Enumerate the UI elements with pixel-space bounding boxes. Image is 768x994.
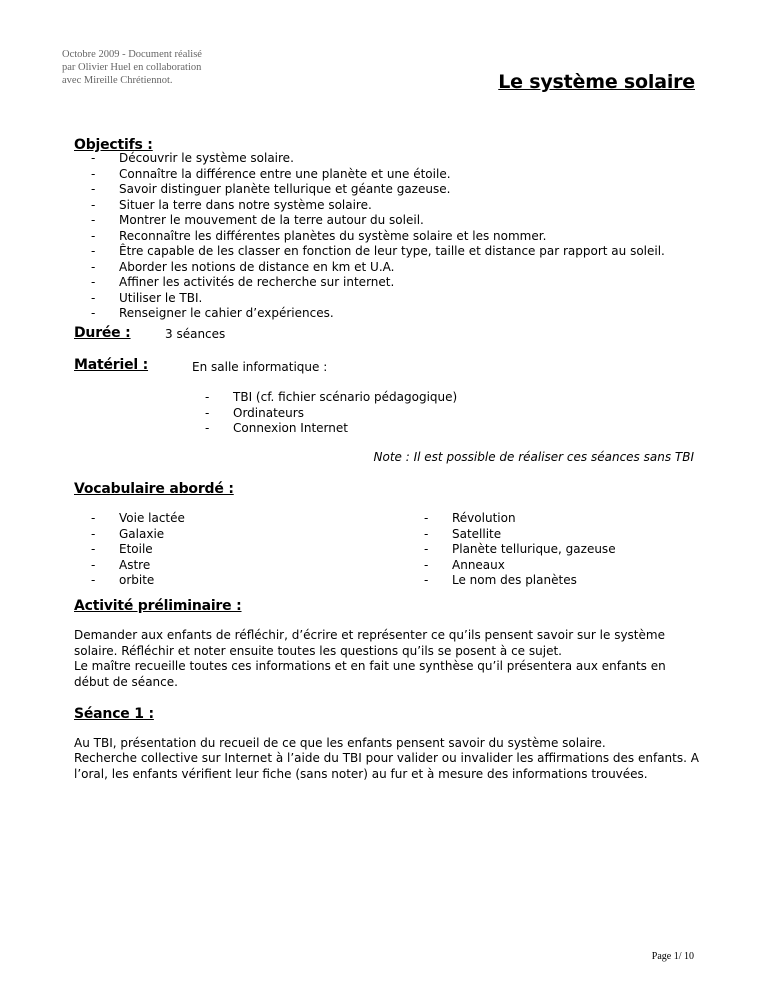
list-item: - Connaître la différence entre une planète et une étoile.	[91, 166, 451, 181]
list-item: - Astre	[91, 557, 151, 572]
credit-line: Octobre 2009 - Document réalisé	[62, 49, 202, 60]
duree-heading: Durée :	[74, 325, 131, 341]
list-item: - orbite	[91, 573, 155, 587]
page-number: Page 1/ 10	[651, 951, 694, 962]
activite-heading: Activité préliminaire :	[74, 598, 242, 614]
list-item: - Voie lactée	[91, 511, 185, 525]
vocabulaire-heading: Vocabulaire abordé :	[74, 481, 234, 497]
list-item: - Être capable de les classer en fonction de leur type, taille et distance par rapport au soleil.	[91, 244, 665, 258]
vocabulaire-left-list	[91, 511, 185, 589]
list-item: - Situer la terre dans notre système solaire.	[91, 197, 372, 212]
list-item: - Satellite	[424, 526, 502, 541]
list-item: - Anneaux	[424, 557, 505, 572]
seance1-paragraph-2: Recherche collective sur Internet à l’aide du TBI pour valider ou invalider les affirmations des enfants. A l’oral, les enfants vérifient leur fiche (sans noter) au fur et à mesure des informations trouvées.	[74, 751, 699, 781]
materiel-intro: En salle informatique :	[192, 360, 328, 374]
list-item: - Planète tellurique, gazeuse	[424, 542, 616, 556]
document-title: Le système solaire	[498, 71, 695, 93]
materiel-heading: Matériel :	[74, 357, 149, 373]
vocabulaire-right-list	[424, 511, 616, 589]
list-item: - Ordinateurs	[205, 405, 304, 420]
list-item: - TBI (cf. fichier scénario pédagogique)	[205, 390, 458, 404]
list-item: - Galaxie	[91, 526, 165, 541]
seance1-paragraph-1: Au TBI, présentation du recueil de ce que les enfants pensent savoir du système solaire.	[74, 736, 606, 750]
activite-paragraph-1: Demander aux enfants de réfléchir, d’écrire et représenter ce qu’ils pensent savoir sur le système solaire. Réfléchir et noter ensuite toutes les questions qu’ils se posent à ce sujet.	[74, 628, 665, 658]
list-item: - Découvrir le système solaire.	[91, 151, 294, 165]
list-item: - Etoile	[91, 542, 153, 556]
materiel-note: Note : Il est possible de réaliser ces séances sans TBI	[373, 450, 694, 464]
list-item: - Affiner les activités de recherche sur internet.	[91, 275, 395, 289]
objectifs-list	[91, 151, 665, 322]
materiel-list	[205, 390, 458, 437]
list-item: - Connexion Internet	[205, 421, 348, 435]
credit-line: avec Mireille Chrétiennot.	[62, 75, 173, 86]
list-item: - Renseigner le cahier d’expériences.	[91, 306, 334, 320]
activite-paragraph-2: Le maître recueille toutes ces informations et en fait une synthèse qu’il présentera aux enfants en début de séance.	[74, 659, 666, 689]
list-item: - Montrer le mouvement de la terre autour du soleil.	[91, 213, 424, 227]
seance1-heading: Séance 1 :	[74, 706, 154, 722]
objectifs-heading: Objectifs :	[74, 137, 153, 153]
list-item: - Savoir distinguer planète tellurique et géante gazeuse.	[91, 182, 451, 196]
list-item: - Aborder les notions de distance en km et U.A.	[91, 259, 395, 274]
list-item: - Reconnaître les différentes planètes du système solaire et les nommer.	[91, 228, 547, 243]
list-item: - Utiliser le TBI.	[91, 290, 203, 305]
credit-line: par Olivier Huel en collaboration	[62, 62, 202, 73]
list-item: - Révolution	[424, 511, 516, 525]
document-credit	[62, 48, 262, 87]
list-item: - Le nom des planètes	[424, 573, 577, 587]
duree-value: 3 séances	[165, 327, 226, 341]
